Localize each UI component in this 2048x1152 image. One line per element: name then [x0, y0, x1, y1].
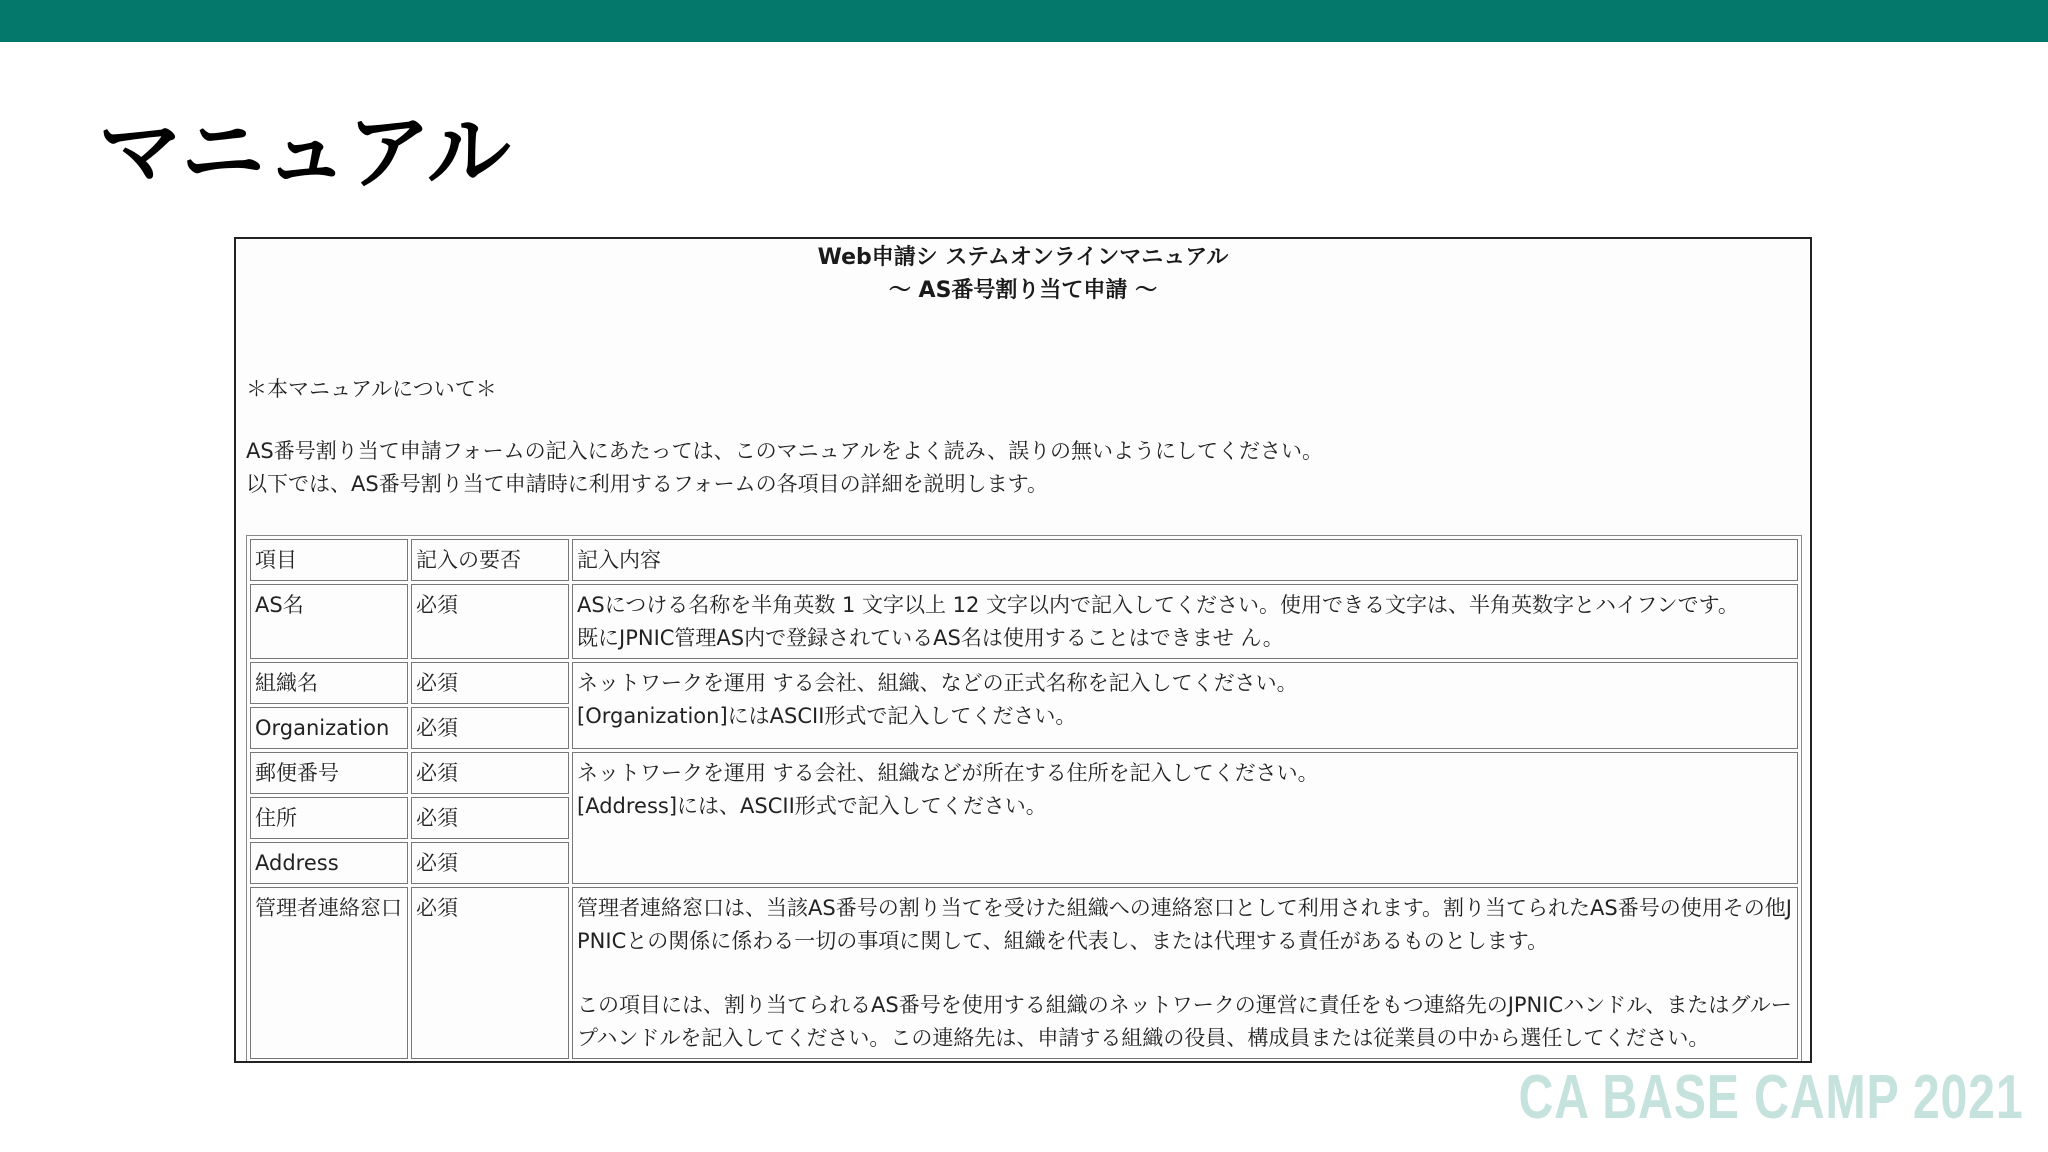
description-line: [Address]には、ASCII形式で記入してください。	[577, 794, 1047, 818]
cell-required: 必須	[411, 797, 569, 839]
document-title-line1: Web申請シ ステムオンラインマニュアル	[817, 245, 1229, 270]
brand-watermark: CA BASE CAMP 2021	[1518, 1063, 2024, 1132]
form-fields-table	[246, 535, 1802, 1063]
about-manual-heading: ＊本マニュアルについて＊	[246, 377, 497, 401]
cell-description	[572, 662, 1798, 749]
table-row	[250, 887, 1798, 1059]
description-line: ネットワークを運用 する会社、組織などが所在する住所を記入してください。	[577, 761, 1319, 785]
cell-required: 必須	[411, 584, 569, 659]
cell-required: 必須	[411, 842, 569, 884]
top-accent-bar	[0, 0, 2048, 42]
header-content: 記入内容	[572, 539, 1798, 581]
slide-title: マニュアル	[98, 103, 510, 201]
cell-description	[572, 752, 1798, 884]
document-title-line2: 〜 AS番号割り当て申請 〜	[888, 278, 1158, 303]
table-row	[250, 662, 1798, 704]
cell-required: 必須	[411, 662, 569, 704]
paragraph-spacer	[577, 958, 1793, 989]
cell-item: AS名	[250, 584, 408, 659]
description-paragraph: この項目には、割り当てられるAS番号を使用する組織のネットワークの運営に責任をもつ連絡先のJPNICハンドル、またはグループハンドルを記入してください。この連絡先は、申請する組織の役員、構成員または従業員の中から選任してください。	[577, 993, 1792, 1050]
description-paragraph: 管理者連絡窓口は、当該AS番号の割り当てを受けた組織への連絡窓口として利用されます。割り当てられたAS番号の使用その他JPNICとの関係に係わる一切の事項に関して、組織を代表し、または代理する責任があるものとします。	[577, 896, 1792, 953]
manual-screenshot	[234, 237, 1812, 1063]
intro-text	[246, 435, 1323, 501]
cell-item: Organization	[250, 707, 408, 749]
description-line: ASにつける名称を半角英数 1 文字以上 12 文字以内で記入してください。使用できる文字は、半角英数字とハイフンです。	[577, 593, 1739, 617]
description-line: [Organization]にはASCII形式で記入してください。	[577, 704, 1077, 728]
document-title	[236, 239, 1810, 307]
table-row	[250, 752, 1798, 794]
cell-item: 管理者連絡窓口	[250, 887, 408, 1059]
cell-item: Address	[250, 842, 408, 884]
cell-description	[572, 887, 1798, 1059]
intro-line-2: 以下では、AS番号割り当て申請時に利用するフォームの各項目の詳細を説明します。	[246, 472, 1048, 496]
cell-required: 必須	[411, 707, 569, 749]
cell-item: 郵便番号	[250, 752, 408, 794]
intro-line-1: AS番号割り当て申請フォームの記入にあたっては、このマニュアルをよく読み、誤りの無いようにしてください。	[246, 439, 1324, 463]
cell-description	[572, 584, 1798, 659]
description-line: 既にJPNIC管理AS内で登録されているAS名は使用することはできませ ん。	[577, 626, 1284, 650]
cell-required: 必須	[411, 887, 569, 1059]
cell-item: 組織名	[250, 662, 408, 704]
header-item: 項目	[250, 539, 408, 581]
cell-item: 住所	[250, 797, 408, 839]
table-header-row	[250, 539, 1798, 581]
table-row	[250, 584, 1798, 659]
description-line: ネットワークを運用 する会社、組織、などの正式名称を記入してください。	[577, 671, 1298, 695]
header-required: 記入の要否	[411, 539, 569, 581]
cell-required: 必須	[411, 752, 569, 794]
